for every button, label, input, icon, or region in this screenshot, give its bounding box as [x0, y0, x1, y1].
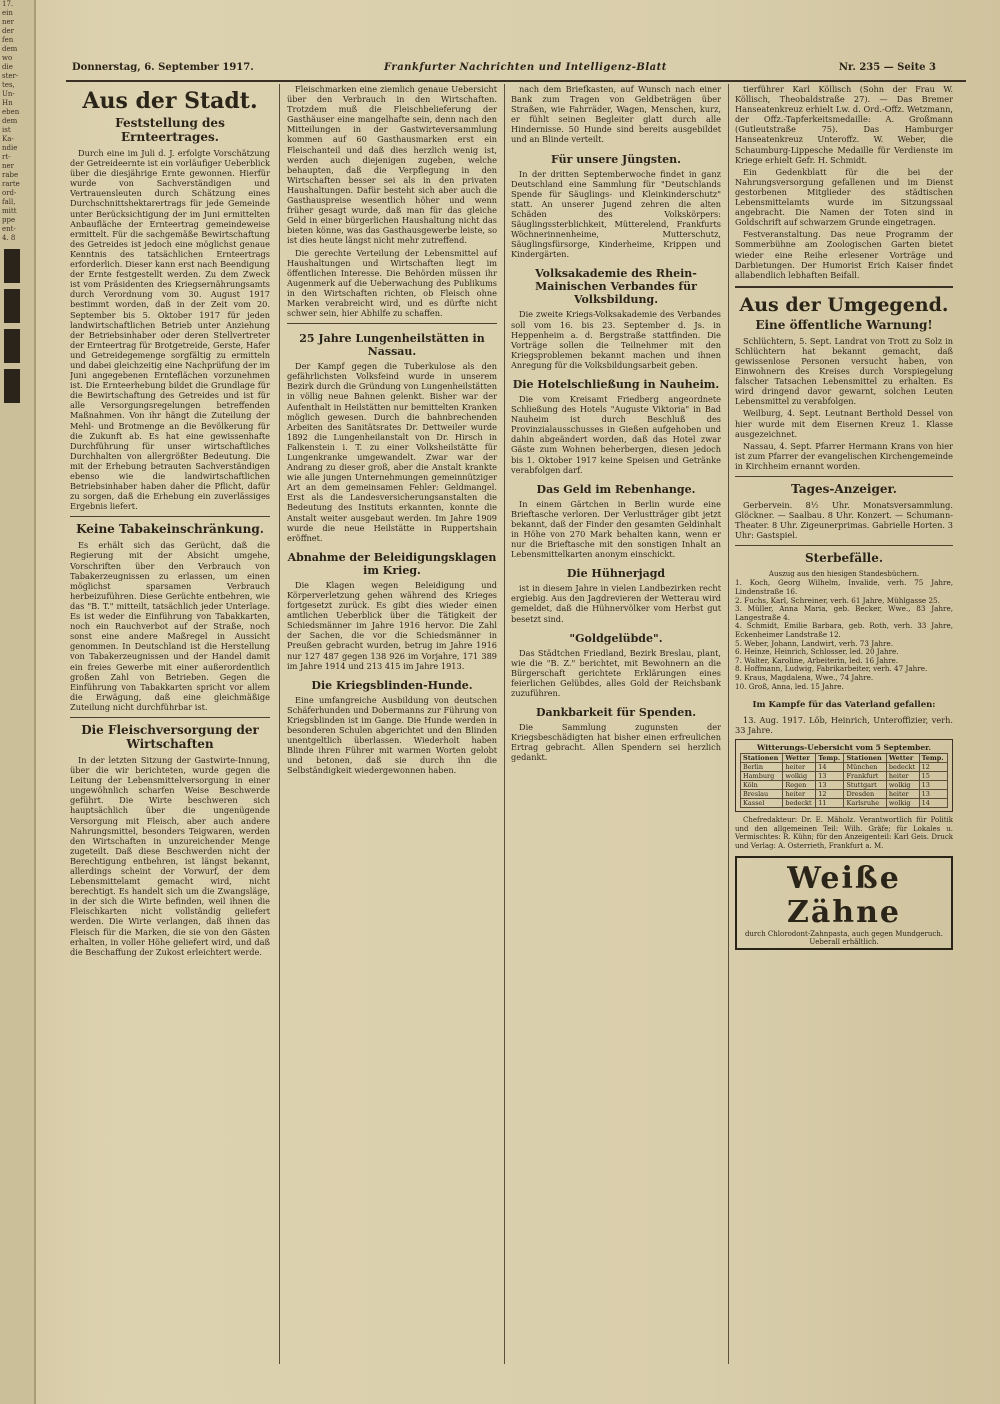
article-headline: "Goldgelübde".	[569, 631, 663, 645]
table-cell: heiter	[783, 763, 816, 772]
table-cell: Dresden	[844, 790, 886, 799]
table-row	[741, 781, 948, 790]
edge-text: ner	[2, 162, 14, 170]
edge-text: die	[2, 63, 13, 71]
table-cell: Köln	[741, 781, 783, 790]
column-4	[735, 84, 953, 1374]
edge-text: Un-	[2, 90, 15, 98]
weather-title: Witterungs-Uebersicht vom 5 September.	[757, 743, 931, 753]
article-text: Die gerechte Verteilung der Lebensmittel auf Haushaltungen und Wirtschaften liegt im öffentlichen Interesse. Die Behörden müssen ihr Augenmerk auf die Ueberwachung des Publikums in den Wirtschaften richten, ob Fleisch ohne Marken verabreicht wird, und es dürfte nicht schwer sein, hier Abhilfe zu schaffen.	[287, 247, 497, 319]
article-text: tierführer Karl Köllisch (Sohn der Frau W. Köllisch, Theobaldstraße 27). — Das Bremer Hanseatenkreuz erhielt Lw. d. Ord.-Offz. Wetzmann, der Offz.-Tapferkeitsmedaille: A. Großmann (Gutleutstraße 75). Das Hamburger Hanseatenkreuz Unteroffz. W. Weber, die Schaumburg-Lippesche Medaille für Verdienste im Kriege erhielt Gefr. H. Schmidt.	[735, 84, 953, 165]
table-cell: 14	[919, 799, 947, 808]
edge-text: ster-	[2, 72, 19, 80]
table-header: Temp.	[919, 754, 947, 763]
table-row	[741, 790, 948, 799]
weather-box	[735, 739, 953, 812]
table-cell: Regen	[783, 781, 816, 790]
table-header: Stationen	[844, 754, 886, 763]
divider	[70, 516, 270, 517]
table-header: Wetter	[783, 754, 816, 763]
list-item: 5. Weber, Johann, Landwirt, verh. 73 Jahre.	[735, 638, 893, 648]
table-cell: Karlsruhe	[844, 799, 886, 808]
edge-text: fen	[2, 36, 14, 44]
article-text: Nassau, 4. Sept. Pfarrer Hermann Krans von hier ist zum Pfarrer der evangelischen Kirchengemeinde in Kirchheim ernannt worden.	[735, 440, 953, 471]
table-cell: heiter	[886, 772, 919, 781]
article-text: Durch eine im Juli d. J. erfolgte Vorschätzung der Getreideernte ist ein vorläufiger Ueberblick über die diesjährige Ernte gewonnen. Hierfür wurde von Sachverständigen und Vertrauensleuten durch Schätzung eines Durchschnittshektarertrags für jede Gemeinde unter Berücksichtigung der im Juni ermittelten Anbaufläche der Ernteertrag gemeindeweise ermittelt. Für die sachgemäße Bewirtschaftung des Getreides ist jedoch eine möglichst genaue Kenntnis des tatsächlichen Ernteertrags erforderlich. Dieser kann erst nach Beendigung der Ernte festgestellt werden. Zu dem Zweck ist vom Präsidenten des Kriegsernährungsamts durch Verordnung vom 30. August 1917 bestimmt worden, daß in der Zeit vom 20. September bis 5. Oktober 1917 für jeden landwirtschaftlichen Betrieb unter Anziehung der Betriebsinhaber oder deren Stellvertreter der Ernteertrag für Brotgetreide, Gerste, Hafer und Getreidegemenge sorgfältig zu ermitteln und dabei gleichzeitig eine Nachprüfung der im Juni angegebenen Ernteflächen vorzunehmen ist. Die Ernteerhebung bildet die Grundlage für die Bewirtschaftung des Getreides und ist für alle Versorgungsregelungen betreffenden Maßnahmen. Von ihr hängt die Zuteilung der Mehl- und Brotmenge an die Bevölkerung für die Zukunft ab. Es hat eine gewissenhafte Durchführung für unser wirtschaftliches Durchhalten von allergrößter Bedeutung. Die mit der Erhebung betrauten Sachverständigen ebenso wie die landwirtschaftlichen Betriebsinhaber haben daher die Pflicht, dafür zu sorgen, daß die Erhebung ein zuverlässiges Ergebnis liefert.	[70, 148, 270, 512]
table-cell: wolkig	[886, 799, 919, 808]
table-cell: Kassel	[741, 799, 783, 808]
article-text: Die vom Kreisamt Friedberg angeordnete Schließung des Hotels "Auguste Viktoria" in Bad Nauheim ist durch Beschluß des Provinzialausschusses in Gießen aufgehoben und dahin abgeändert worden, daß das Hotel zwar Gäste zum Wohnen beherbergen, diesen jedoch bis 1. Oktober 1917 keine Speisen und Getränke verabfolgen darf.	[511, 393, 721, 475]
column-3	[511, 84, 721, 1364]
article-headline: Feststellung des Ernteertrages.	[115, 116, 225, 144]
editor-imprint: Chefredakteur: Dr. E. Mäholz. Verantwortlich für Politik und den allgemeinen Teil: Wilh. Gräfe; für Lokales u. Vermischtes: R. Kühn; für den Anzeigenteil: Karl Geis. Druck und Verlag: A. Osterrieth, Frankfurt a. M.	[735, 816, 953, 850]
table-cell: Berlin	[741, 763, 783, 772]
edge-text: der	[2, 27, 14, 35]
table-cell: 13	[816, 772, 844, 781]
column-rule	[279, 84, 280, 1364]
table-cell: heiter	[886, 790, 919, 799]
advertisement	[735, 856, 953, 950]
divider	[70, 717, 270, 718]
edge-text: wo	[2, 54, 13, 62]
ad-headline: Weiße Zähne	[786, 861, 902, 931]
article-headline: Das Geld im Rebenhange.	[536, 482, 696, 496]
article-headline: Die Hühnerjagd	[566, 567, 666, 581]
article-headline: Die Fleischversorgung der Wirtschaften	[81, 722, 259, 751]
article-text: In der letzten Sitzung der Gastwirte-Innung, über die wir berichteten, wurde gegen die Leitung der Lebensmittelversorgung in einer ungewöhnlich scharfen Weise Beschwerde geführt. Die Wirte beschweren sich hauptsächlich über die ungenügende Versorgung mit Fleisch, aber auch andere Nahrungsmittel, besonders Teigwaren, werden den Wirtschaften in unzureichender Menge zugeteilt. Daß diese Beschwerden nicht der Berechtigung entbehren, ist längst bekannt, allerdings scheint der Vorwurf, der dem Lebensmittelamt gemacht wird, nicht berechtigt. Es handelt sich um die Zwangsläge, in der sich die Wirte befinden, weil ihnen die Fleischkarten nicht vollständig geliefert werden. Die Wirte verlangen, daß ihnen das Fleisch für die Marken, die sie von den Gästen erhalten, in voller Höhe geliefert wird, und daß die Beschaffung der Zukost erleichtert werde.	[70, 754, 270, 957]
edge-text: ein	[2, 9, 13, 17]
table-header: Wetter	[886, 754, 919, 763]
article-headline: Abnahme der Beleidigungsklagen im Krieg.	[287, 550, 497, 577]
table-cell: 12	[816, 790, 844, 799]
section-title-stadt: Aus der Stadt.	[82, 88, 258, 114]
article-text: Schlüchtern, 5. Sept. Landrat von Trott zu Solz in Schlüchtern hat bekannt gemacht, daß gewissenlose Personen versucht haben, von Einwohnern des Kreises durch Vorspiegelung falscher Tatsachen Lebensmittel zu erhalten. Es wird dringend davor gewarnt, solchen Leuten Lebensmittel zu verabfolgen.	[735, 335, 953, 407]
table-cell: wolkig	[783, 772, 816, 781]
table-row	[741, 763, 948, 772]
table-header-row	[741, 754, 948, 763]
edge-text: ner	[2, 18, 14, 26]
table-header: Temp.	[816, 754, 844, 763]
edge-text: mitt	[2, 207, 17, 215]
table-header: Stationen	[741, 754, 783, 763]
header-page-number: Nr. 235 — Seite 3	[838, 62, 936, 73]
edge-text: ist	[2, 126, 11, 134]
article-text: Eine umfangreiche Ausbildung von deutschen Schäferhunden und Dobermanns zur Führung von Kriegsblinden ist im Gange. Die Hunde werden in besonderen Schulen abgerichtet und den Blinden unentgeltlich überlassen. Wiederholt haben Blinde ihren Führer mit warmen Worten gelobt und betonen, daß sie durch ihn die Selbständigkeit wiedergewonnen haben.	[287, 694, 497, 776]
article-text: ist in diesem Jahre in vielen Landbezirken recht ergiebig. Aus den Jagdrevieren der Wetterau wird gemeldet, daß die Hühnervölker vom Herbst gut besetzt sind.	[511, 583, 721, 624]
edge-text: ord-	[2, 189, 17, 197]
edge-ink-block	[4, 289, 20, 323]
divider	[287, 323, 497, 324]
table-cell: wolkig	[886, 781, 919, 790]
article-text: Das Städtchen Friedland, Bezirk Breslau, plant, wie die "B. Z." berichtet, mit Bewohnern an die Bürgerschaft gerichtete Erklärungen eines feierlichen Gelübdes, alles Gold der Reichsbank zuzuführen.	[511, 647, 721, 699]
list-item: 4. Schmidt, Emilie Barbara, geb. Roth, verh. 33 Jahre, Eckenheimer Landstraße 12.	[735, 621, 953, 640]
article-text: Gerbervein. 8½ Uhr. Monatsversammlung. Glöckner. — Saalbau. 8 Uhr. Konzert. — Schumann-Theater. 8 Uhr. Zigeunerprimas. Gabrielle Horten. 3 Uhr: Gastspiel.	[735, 500, 953, 541]
header-paper-name: Frankfurter Nachrichten und Intelligenz-Blatt	[384, 62, 667, 73]
edge-text: Hn	[2, 99, 13, 107]
article-text: Festveranstaltung. Das neue Programm der Sommerbühne am Zoologischen Garten bietet wieder eine Reihe erlesener Vorträge und Darbietungen. Der Humorist Erich Kaiser findet allabendlich lebhaften Beifall.	[735, 229, 953, 280]
list-item: 2. Fuchs, Karl, Schreiner, verh. 61 Jahre, Mühlgasse 25.	[735, 595, 940, 605]
article-headline: Keine Tabakeinschränkung.	[76, 522, 264, 537]
table-cell: 11	[816, 799, 844, 808]
table-cell: bedeckt	[783, 799, 816, 808]
list-item: 3. Müller, Anna Maria, geb. Becker, Wwe., 83 Jahre, Langestraße 4.	[735, 604, 953, 622]
edge-ink-block	[4, 329, 20, 363]
article-headline: Volksakademie des Rhein-Mainischen Verbandes für Volksbildung.	[535, 267, 697, 307]
edge-text: tes,	[2, 81, 15, 89]
edge-text: rarte	[2, 180, 20, 188]
table-cell: 13	[816, 781, 844, 790]
section-title-umgegend: Aus der Umgegend.	[739, 293, 949, 316]
article-headline: Für unsere Jüngsten.	[550, 152, 682, 166]
article-headline: Die Kriegsblinden-Hunde.	[311, 678, 473, 692]
header-date: Donnerstag, 6. September 1917.	[72, 62, 254, 73]
ad-text: durch Chlorodont-Zahnpasta, auch gegen Mundgeruch. Ueberall erhältlich.	[744, 930, 944, 947]
article-text: Die Sammlung zugunsten der Kriegsbeschädigten hat bisher einen erfreulichen Ertrag gebracht. Allen Spendern sei herzlich gedankt.	[511, 722, 721, 763]
table-cell: Stuttgart	[844, 781, 886, 790]
article-text: Fleischmarken eine ziemlich genaue Uebersicht über den Verbrauch in den Wirtschaften. Trotzdem muß die Fleischbelieferung der Gasthäuser eine mangelhafte sein, denn nach den Mitteilungen in der Gastwirteversammlung kommen auf 60 Gasthausmarken erst ein Fleischanteil und daß dies herzlich wenig ist, werden auch diejenigen zugeben, welche behaupten, daß die Verpflegung in den Wirtschaften besser sei als in den privaten Haushaltungen. Dafür besteht sich aber auch die Gasthauspreise wesentlich höher und wenn früher gesagt wurde, daß man für das gleiche Geld in einer bürgerlichen Haushaltung nicht das bieten könne, was das Gasthausgewerbe leiste, so ist dies heute längst nicht mehr zutreffend.	[287, 84, 497, 246]
article-text: 13. Aug. 1917. Löb, Heinrich, Unteroffizier, verh. 33 Jahre.	[735, 715, 953, 736]
edge-text: Ka-	[2, 135, 14, 143]
article-text: In der dritten Septemberwoche findet in ganz Deutschland eine Sammlung für "Deutschlands Spende für Säuglings- und Kleinkinderschutz" statt. An unserer Jugend zehren die alten Schäden des Volkskörpers: Säuglingssterblichkeit, Mütterelend, Frankfurts Wöchnerinnenheime, Mutterschutz, Säuglingsfürsorge, Kinderheime, Krippen und Kindergärten.	[511, 168, 721, 260]
divider	[735, 286, 953, 288]
table-cell: Frankfurt	[844, 772, 886, 781]
column-2	[287, 84, 497, 1364]
edge-text: 4. 8	[2, 234, 16, 242]
table-cell: Breslau	[741, 790, 783, 799]
article-headline: Die Hotelschließung in Nauheim.	[512, 377, 720, 391]
table-cell: 13	[919, 781, 947, 790]
edge-text: eben	[2, 108, 20, 116]
column-rule	[728, 84, 729, 1364]
table-row	[741, 772, 948, 781]
column-rule	[504, 84, 505, 1364]
list-item: 1. Koch, Georg Wilhelm, Invalide, verh. 75 Jahre, Lindenstraße 16.	[735, 578, 953, 597]
list-item: 10. Groß, Anna, led. 15 Jahre.	[735, 681, 844, 691]
divider	[735, 476, 953, 477]
table-cell: 12	[919, 763, 947, 772]
table-row	[741, 799, 948, 808]
edge-text: dem	[2, 117, 18, 125]
edge-text: fall,	[2, 198, 16, 206]
article-headline: 25 Jahre Lungenheilstätten in Nassau.	[299, 332, 485, 359]
article-headline: Tages-Anzeiger.	[791, 482, 897, 496]
article-text: Es erhält sich das Gerücht, daß die Regierung mit der Absicht umgehe, Vorschriften über den Verbrauch von Tabakerzeugnissen zu erlassen, um einen möglichst sparsamen Verbrauch herbeizuführen. Diese Gerüchte entbehren, wie das "B. T." mitteilt, tatsächlich jeder Unterlage. Es ist weder die Einführung von Tabakkarten, noch ein Rauchverbot auf der Straße, noch sonst eine andere Maßregel in Aussicht genommen. In Deutschland ist die Herstellung von Tabakerzeugnissen und der Handel damit ein freies Gewerbe mit einer außerordentlich großen Zahl von Betrieben. Gegen die Einführung von Tabakkarten spricht vor allem die Erwägung, daß eine gleichmäßige Zuteilung nicht durchführbar ist.	[70, 540, 270, 712]
edge-text: ndie	[2, 144, 18, 152]
edge-ink-block	[4, 249, 20, 283]
list-item: 8. Hoffmann, Ludwig, Fabrikarbeiter, verh. 47 Jahre.	[735, 664, 928, 674]
article-subheadline: Auszug aus den hiesigen Standesbüchern.	[768, 570, 920, 579]
list-item: 6. Heinze, Heinrich, Schlosser, led. 20 Jahre.	[735, 647, 899, 657]
list-item: 7. Walter, Karoline, Arbeiterin, led. 16 Jahre.	[735, 655, 899, 665]
article-text: In einem Gärtchen in Berlin wurde eine Brieftasche verloren. Der Verlustträger gibt jetzt bekannt, daß der Finder den gesamten Geldinhalt in Höhe von 270 Mark behalten kann, wenn er nur die Brieftasche mit den sonstigen Inhalt an Lebensmittelkarten anonym einschickt.	[511, 498, 721, 560]
page-header	[66, 58, 966, 82]
table-cell: 13	[919, 790, 947, 799]
column-1	[70, 84, 270, 1384]
list-item: 9. Kraus, Magdalena, Wwe., 74 Jahre.	[735, 673, 874, 682]
previous-page-edge	[0, 0, 36, 1404]
article-text: Ein Gedenkblatt für die bei der Nahrungsversorgung gefallenen und im Dienst gestorbenen Mitglieder des städtischen Lebensmittelamts wurde im Sitzungssaal angebracht. Die Namen der Toten sind in Goldschrift auf schwarzem Grunde eingetragen.	[735, 166, 953, 228]
edge-text: ent-	[2, 225, 16, 233]
edge-text: 17.	[2, 0, 14, 8]
table-cell: heiter	[783, 790, 816, 799]
article-text: Weilburg, 4. Sept. Leutnant Berthold Dessel von hier wurde mit dem Eisernen Kreuz 1. Klasse ausgezeichnet.	[735, 408, 953, 439]
table-cell: Hamburg	[741, 772, 783, 781]
table-cell: 14	[816, 763, 844, 772]
article-text: Die Klagen wegen Beleidigung und Körperverletzung gehen während des Krieges fortgesetzt zurück. Es gibt dies wieder einen amtlichen Ueberblick über die Tätigkeit der Schiedsmänner im Jahre 1916 hervor. Die Zahl der Sachen, die vor die Schiedsmänner in Preußen gebracht wurden, betrug im Jahre 1916 nur 127 487 gegen 138 926 im Vorjahre, 171 389 im Jahre 1914 und 213 415 im Jahre 1913.	[287, 579, 497, 671]
table-cell: 15	[919, 772, 947, 781]
table-cell: bedeckt	[886, 763, 919, 772]
article-headline: Im Kampfe für das Vaterland gefallen:	[752, 700, 936, 711]
article-headline: Dankbarkeit für Spenden.	[535, 706, 697, 720]
death-notices-list	[735, 579, 953, 691]
weather-table	[740, 753, 948, 808]
divider	[735, 545, 953, 546]
article-text: nach dem Briefkasten, auf Wunsch nach einer Bank zum Tragen von Geldbeträgen über Straßen, wie Fahrräder, Wagen, Menschen, kurz, er fühlt seinen Begleiter glatt durch alle Hindernisse. 50 Hunde sind bereits ausgebildet und an Blinde verteilt.	[511, 84, 721, 145]
edge-ink-block	[4, 369, 20, 403]
table-cell: München	[844, 763, 886, 772]
edge-text: rt-	[2, 153, 11, 161]
edge-text: ppe	[2, 216, 16, 224]
edge-text: rabe	[2, 171, 19, 179]
article-text: Der Kampf gegen die Tuberkulose als den gefährlichsten Volksfeind wurde in unserem Bezirk durch die Gründung von Lungenheilstätten in völlig neue Bahnen gelenkt. Bisher war der Aufenthalt in Heilstätten nur bemittelten Kranken möglich gewesen. Durch die bahnbrechenden Arbeiten des Sanitätsrates Dr. Dettweiler wurde 1892 die Lungenheilanstalt von Dr. Hirsch in Falkenstein i. T. zu einer Volksheilstätte für Lungenkranke umgewandelt. Zwar war der Andrang zu dieser groß, aber die Anstalt krankte wie alle jungen Unternehmungen gemeinnütziger Art an dem gemeinsamen Fehler: Geldmangel. Erst als die Landesversicherungsanstalten die Bedeutung des Instituts erkannten, konnte die Anstalt weiter ausgebaut werden. Im Jahre 1909 wurde die neue Heilstätte in Ruppertshain eröffnet.	[287, 361, 497, 543]
article-text: Die zweite Kriegs-Volksakademie des Verbandes soll vom 16. bis 23. September d. Js. in Heppenheim a. d. Bergstraße stattfinden. Die Vorträge sollen die Teilnehmer mit den Kriegsproblemen bekannt machen und ihnen Anregung für die Volksbildungsarbeit geben.	[511, 309, 721, 370]
article-headline: Sterbefälle.	[804, 551, 884, 566]
edge-text: dem	[2, 45, 18, 53]
article-headline: Eine öffentliche Warnung!	[755, 317, 933, 332]
